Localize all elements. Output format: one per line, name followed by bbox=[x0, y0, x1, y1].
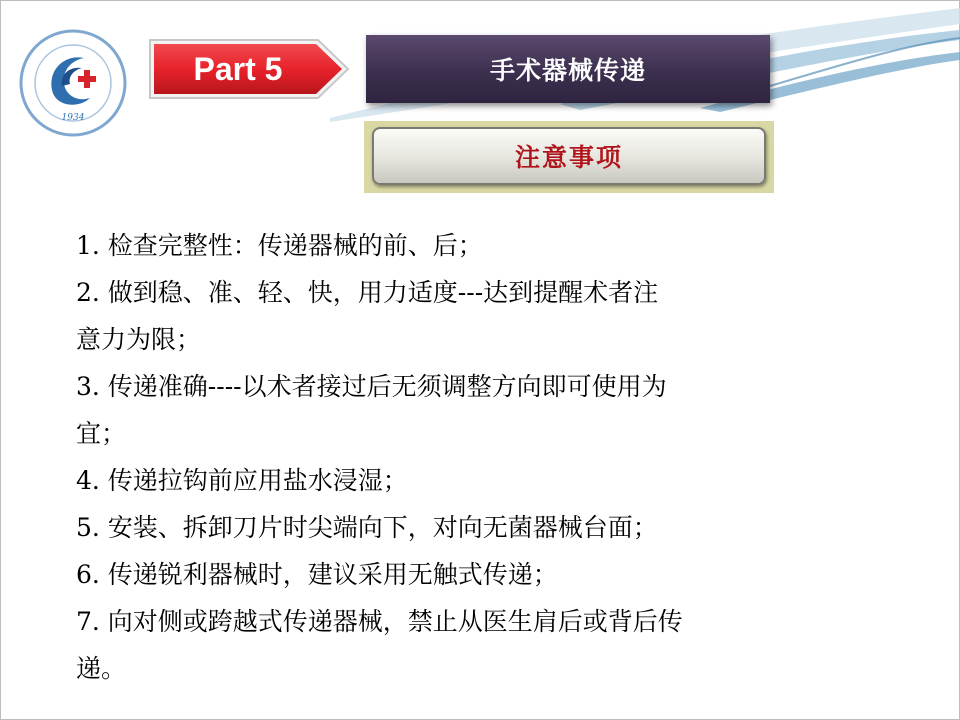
list-line: 5. 安装、拆卸刀片时尖端向下，对向无菌器械台面； bbox=[76, 513, 658, 542]
part-label: Part 5 bbox=[193, 51, 283, 87]
list-line: 2. 做到稳、准、轻、快，用力适度---达到提醒术者注 bbox=[76, 278, 659, 307]
section-title: 手术器械传递 bbox=[366, 35, 770, 103]
list-line: 1. 检查完整性：传递器械的前、后； bbox=[76, 231, 483, 260]
list-line: 3. 传递准确----以术者接过后无须调整方向即可使用为 bbox=[76, 372, 667, 401]
list-line: 7. 向对侧或跨越式传递器械，禁止从医生肩后或背后传 bbox=[76, 607, 683, 636]
list-line: 意力为限； bbox=[76, 325, 202, 354]
list-line: 递。 bbox=[76, 654, 127, 683]
list-line: 4. 传递拉钩前应用盐水浸湿； bbox=[76, 466, 408, 495]
part-badge bbox=[148, 38, 350, 100]
logo-year: 1934 bbox=[61, 113, 85, 123]
hospital-logo bbox=[18, 28, 128, 138]
subtitle-frame bbox=[364, 121, 774, 193]
subtitle-heading: 注意事项 bbox=[372, 127, 766, 185]
list-line: 6. 传递锐利器械时，建议采用无触式传递； bbox=[76, 560, 558, 589]
precautions-list bbox=[76, 222, 876, 692]
list-line: 宜； bbox=[76, 419, 127, 448]
